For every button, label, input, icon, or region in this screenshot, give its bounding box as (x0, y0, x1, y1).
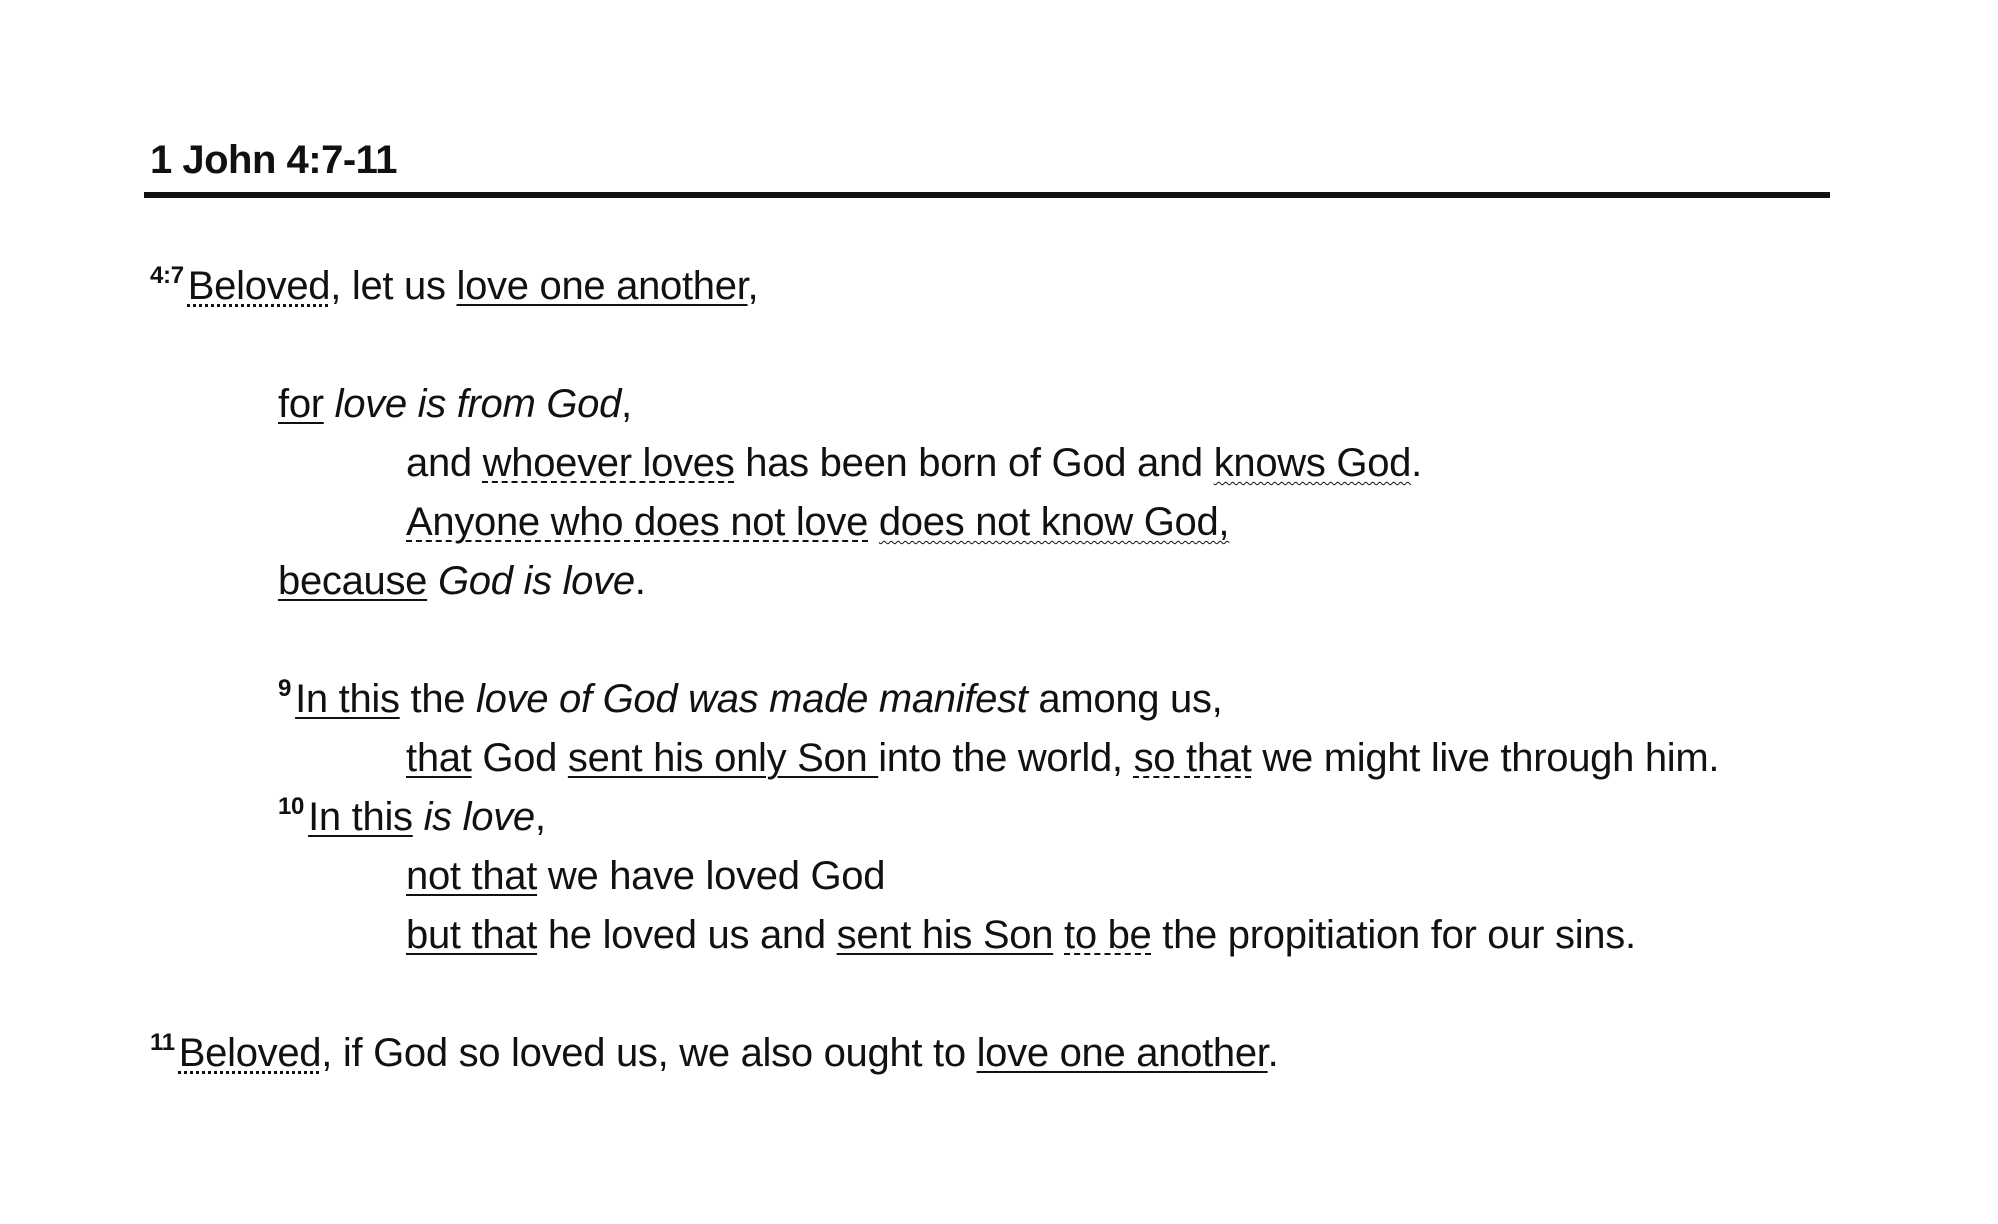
beloved-word: Beloved (178, 1031, 322, 1075)
verse-10-line: $^{10}$ In this is love, (278, 793, 546, 839)
does-not-know-phrase: does not know God, (878, 500, 1230, 544)
italic-phrase: God is love (437, 559, 635, 603)
conjunction-because: because (278, 559, 428, 603)
not-that-phrase: not that (406, 854, 538, 898)
verse-9-line: $^9$ In this the love of God was made manifest among us, (278, 675, 1223, 721)
italic-phrase: love is from God (334, 382, 622, 426)
conjunction-for: for (278, 382, 324, 426)
verse-10-line-2: not that we have loved God (406, 854, 886, 898)
verse-7-line (150, 258, 758, 314)
verse-text: , let us (330, 264, 457, 308)
verse-number: 10 (278, 793, 305, 820)
to-be-phrase: to be (1064, 913, 1152, 957)
italic-phrase: is love (423, 795, 535, 839)
heading-rule (144, 192, 1830, 198)
verse-11-line: $^{11}$ Beloved, if God so loved us, we also ought to love one another. (150, 1029, 1279, 1075)
verse-8-line (406, 494, 1229, 550)
but-that-phrase: but that (406, 913, 538, 957)
verse-9-line-2: that God sent his only Son into the world, so that we might live through him. (406, 736, 1720, 780)
verse-number: 4:7 (150, 262, 184, 289)
knows-god-phrase: knows God (1213, 441, 1412, 485)
whoever-loves-phrase: whoever loves (482, 441, 735, 485)
love-one-another-phrase: love one another (976, 1031, 1268, 1075)
verse-8-line-2: because God is love. (278, 559, 646, 603)
love-one-another-phrase: love one another (456, 264, 748, 308)
verse-7-line-3: and whoever loves has been born of God and knows God. (406, 441, 1422, 485)
passage-heading: 1 John 4:7-11 (150, 138, 397, 182)
sent-his-only-son-phrase: sent his only Son (567, 736, 879, 780)
beloved-word: Beloved (187, 264, 331, 308)
conjunction-that: that (406, 736, 472, 780)
verse-number: 9 (278, 675, 292, 702)
italic-phrase: love of God was made manifest (476, 677, 1028, 721)
in-this-phrase: In this (295, 677, 400, 721)
anyone-phrase: Anyone who does not love (406, 500, 869, 544)
so-that-phrase: so that (1133, 736, 1252, 780)
verse-10-line-3: but that he loved us and sent his Son to be the propitiation for our sins. (406, 913, 1636, 957)
in-this-phrase: In this (308, 795, 413, 839)
sent-his-son-phrase: sent his Son (836, 913, 1054, 957)
verse-number: 11 (150, 1029, 175, 1056)
verse-7-line-2: for love is from God, (278, 382, 632, 426)
verse-text: , (747, 264, 759, 308)
